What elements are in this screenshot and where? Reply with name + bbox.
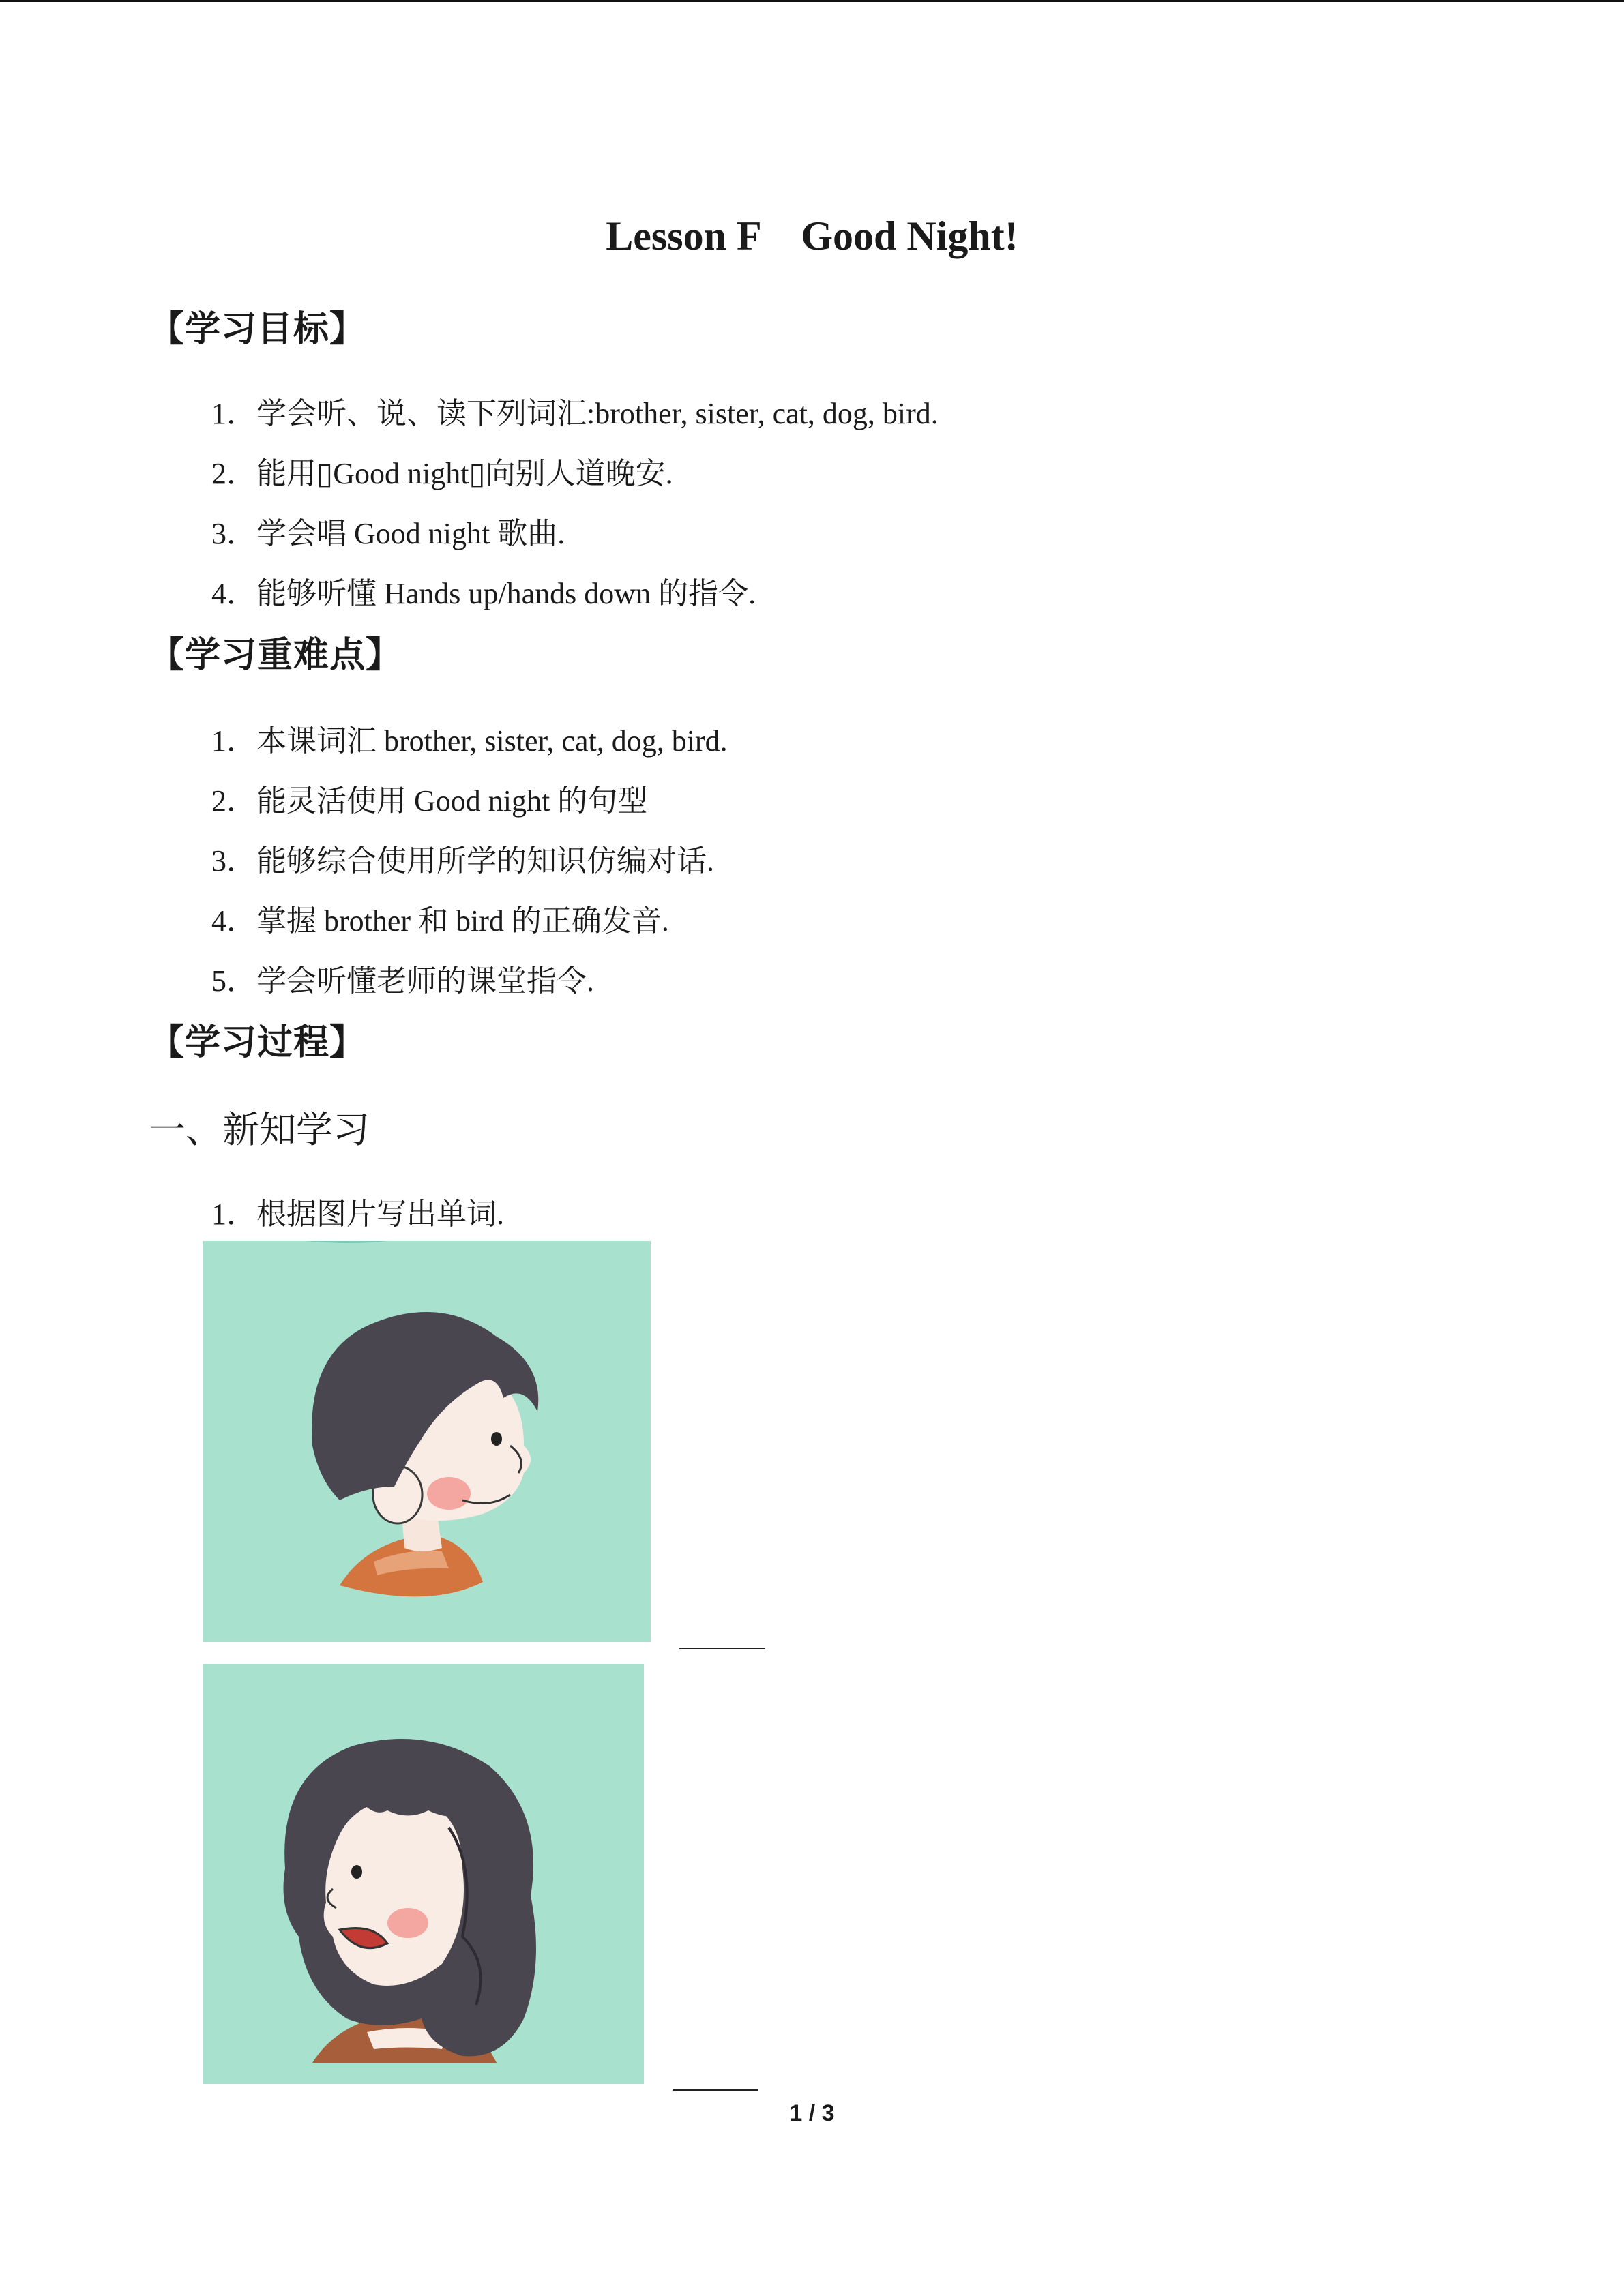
key-point-item: 4．掌握 brother 和 bird 的正确发音.: [211, 904, 669, 938]
goal-item: 1．学会听、说、读下列词汇:brother, sister, cat, dog, bird.: [211, 397, 939, 430]
goal-item: 4．能够听懂 Hands up/hands down 的指令.: [211, 577, 756, 610]
answer-blank[interactable]: [679, 1648, 765, 1649]
section-heading-key-points: 【学习重难点】: [149, 635, 402, 676]
goal-item: 3．学会唱 Good night 歌曲.: [211, 517, 565, 550]
answer-blank[interactable]: [673, 2089, 758, 2091]
girl-picture: [203, 1664, 644, 2084]
lesson-title: Lesson F Good Night!: [606, 213, 1018, 258]
boy-picture: [203, 1241, 651, 1642]
key-point-item: 2．能灵活使用 Good night 的句型: [211, 784, 648, 818]
subsection-heading: 一、新知学习: [149, 1108, 370, 1151]
key-point-item: 1．本课词汇 brother, sister, cat, dog, bird.: [211, 724, 728, 758]
section-heading-goals: 【学习目标】: [149, 309, 366, 350]
section-heading-process: 【学习过程】: [149, 1022, 366, 1063]
top-border: [0, 0, 1624, 2]
key-point-item: 3．能够综合使用所学的知识仿编对话.: [211, 844, 714, 878]
key-point-item: 5．学会听懂老师的课堂指令.: [211, 964, 594, 998]
page-number: 1 / 3: [789, 2100, 835, 2126]
goal-item: 2．能用▯Good night▯向别人道晚安.: [211, 457, 673, 490]
exercise-instruction: 1．根据图片写出单词.: [211, 1197, 504, 1231]
